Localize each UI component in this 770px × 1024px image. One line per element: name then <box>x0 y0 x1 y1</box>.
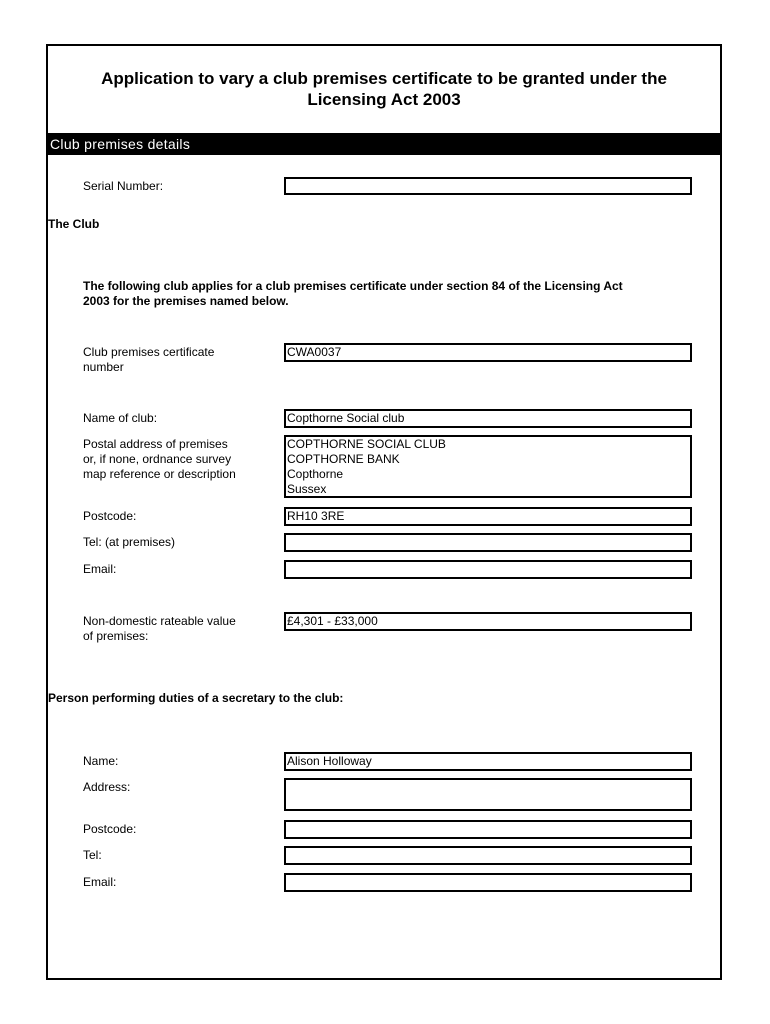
premises-address-line: COPTHORNE BANK <box>287 452 400 466</box>
secretary-postcode-field[interactable] <box>284 820 692 839</box>
premises-address-line: Sussex <box>287 482 327 496</box>
secretary-address-label: Address: <box>83 780 131 794</box>
secretary-name-field[interactable]: Alison Holloway <box>284 752 692 771</box>
premises-postcode-label: Postcode: <box>83 509 137 523</box>
certificate-number-field[interactable]: CWA0037 <box>284 343 692 362</box>
secretary-email-field[interactable] <box>284 873 692 892</box>
club-name-field[interactable]: Copthorne Social club <box>284 409 692 428</box>
certificate-number-label <box>83 345 214 375</box>
secretary-tel-label: Tel: <box>83 848 102 862</box>
form-title-line-1: Application to vary a club premises certificate to be granted under the <box>101 69 667 88</box>
form-page <box>46 44 722 980</box>
premises-address-label-line-3: map reference or description <box>83 467 236 481</box>
section-header: Club premises details <box>48 133 720 155</box>
secretary-name-label: Name: <box>83 754 119 768</box>
serial-number-label: Serial Number: <box>83 179 164 193</box>
secretary-heading: Person performing duties of a secretary to the club: <box>48 691 344 705</box>
certificate-number-label-line-2: number <box>83 360 124 374</box>
club-intro-line-1: The following club applies for a club premises certificate under section 84 of the Licensing Act <box>83 279 623 293</box>
certificate-number-label-line-1: Club premises certificate <box>83 345 215 359</box>
premises-postcode-field[interactable]: RH10 3RE <box>284 507 692 526</box>
club-name-label: Name of club: <box>83 411 158 425</box>
secretary-address-field[interactable] <box>284 778 692 811</box>
premises-address-line: COPTHORNE SOCIAL CLUB <box>287 437 446 451</box>
rateable-value-label-line-2: of premises: <box>83 629 149 643</box>
premises-tel-label: Tel: (at premises) <box>83 535 176 549</box>
secretary-postcode-label: Postcode: <box>83 822 137 836</box>
secretary-tel-field[interactable] <box>284 846 692 865</box>
club-heading: The Club <box>48 217 100 231</box>
rateable-value-label <box>83 614 236 644</box>
secretary-email-label: Email: <box>83 875 117 889</box>
premises-address-label <box>83 437 236 482</box>
premises-address-field[interactable] <box>284 435 692 498</box>
premises-email-label: Email: <box>83 562 117 576</box>
form-title-line-2: Licensing Act 2003 <box>307 90 461 109</box>
club-intro-line-2: 2003 for the premises named below. <box>83 294 289 308</box>
rateable-value-label-line-1: Non-domestic rateable value <box>83 614 236 628</box>
rateable-value-field[interactable]: £4,301 - £33,000 <box>284 612 692 631</box>
form-title <box>48 68 720 110</box>
premises-address-label-line-1: Postal address of premises <box>83 437 228 451</box>
premises-address-label-line-2: or, if none, ordnance survey <box>83 452 232 466</box>
premises-address-line: Copthorne <box>287 467 344 481</box>
premises-email-field[interactable] <box>284 560 692 579</box>
premises-tel-field[interactable] <box>284 533 692 552</box>
club-intro <box>83 279 683 309</box>
serial-number-field[interactable] <box>284 177 692 195</box>
